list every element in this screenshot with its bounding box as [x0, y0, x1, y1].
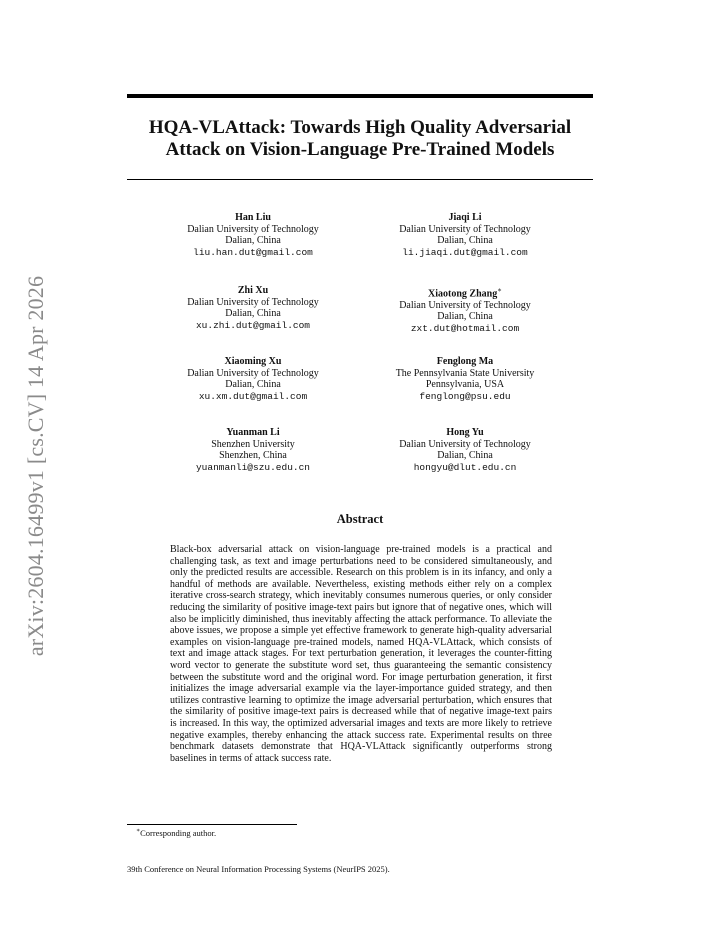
author-location: Dalian, China [225, 379, 281, 390]
footnote [136, 827, 216, 838]
author-name: Yuanman Li [226, 427, 280, 438]
author-email[interactable]: xu.xm.dut@gmail.com [198, 390, 308, 402]
footnote-text: Corresponding author. [140, 827, 217, 838]
author-name [340, 285, 590, 300]
title-line-2: Attack on Vision-Language Pre-Trained Models [165, 139, 555, 160]
author-email[interactable]: liu.han.dut@gmail.com [193, 246, 313, 258]
author-block [340, 356, 590, 402]
author-email[interactable]: xu.zhi.dut@gmail.com [195, 319, 311, 331]
arxiv-side-stamp: arXiv:2604.16499v1 [cs.CV] 14 Apr 2026 [23, 275, 48, 657]
paper-title [127, 117, 593, 161]
author-name: Jiaqi Li [448, 212, 482, 223]
author-email[interactable]: fenglong@psu.edu [419, 390, 511, 402]
author-location: Dalian, China [225, 308, 281, 319]
title-line-1: HQA-VLAttack: Towards High Quality Adversarial [148, 117, 572, 138]
author-block [340, 212, 590, 258]
author-email[interactable]: li.jiaqi.dut@gmail.com [402, 246, 528, 258]
footnote-mark: ∗ [136, 828, 141, 834]
corresponding-mark: ∗ [497, 286, 502, 294]
author-affiliation: Dalian University of Technology [187, 367, 319, 379]
author-location: Pennsylvania, USA [425, 379, 505, 390]
author-name: Zhi Xu [237, 285, 269, 296]
author-affiliation: The Pennsylvania State University [395, 367, 535, 379]
author-affiliation: Dalian University of Technology [187, 223, 319, 235]
author-location: Dalian, China [437, 450, 493, 461]
title-bottom-rule [127, 179, 593, 180]
author-location: Dalian, China [225, 235, 281, 246]
author-name: Fenglong Ma [436, 356, 494, 367]
author-location: Dalian, China [437, 311, 493, 323]
author-block [340, 427, 590, 473]
author-affiliation: Dalian University of Technology [399, 438, 531, 450]
author-affiliation: Shenzhen University [211, 438, 295, 450]
author-name: Xiaoming Xu [224, 356, 282, 367]
abstract-heading: Abstract [336, 512, 384, 526]
author-affiliation: Dalian University of Technology [187, 296, 319, 308]
author-name: Han Liu [235, 212, 271, 223]
footnote-rule [127, 824, 297, 825]
author-affiliation: Dalian University of Technology [399, 299, 531, 311]
author-location: Shenzhen, China [219, 450, 287, 461]
author-name: Hong Yu [446, 427, 484, 438]
author-block [340, 285, 590, 334]
abstract-body: Black-box adversarial attack on vision-language pre-trained models is a practical and challenging task, as text and image perturbations need to be considered simultaneously, and only the predicted results are accessible. Research on this problem is in its infancy, and only a handful of methods are available. Nevertheless, existing methods either rely on a complex iterative cross-search strategy, which inevitably consumes numerous queries, or only consider reducing the similarity of positive image-text pairs but ignore that of negative ones, which will also be implicitly diminished, thus inevitably affecting the attack performance. To alleviate the above issues, we propose a simple yet effective framework to generate high-quality adversarial examples on vision-language pre-trained models, named HQA-VLAttack, which consists of text and image attack stages. For text perturbation generation, it leverages the counter-fitting word vector to generate the substitute word set, thus guaranteeing the semantic consistency between the substitute word and the original word. For image perturbation generation, it first initializes the image adversarial example via the layer-importance guided strategy, and then utilizes contrastive learning to optimize the image adversarial perturbation, which ensures that the similarity of positive image-text pairs is decreased while that of negative image-text pairs is increased. In this way, the optimized adversarial images and texts are more likely to retrieve negative examples, thereby enhancing the attack success rate. Experimental results on three benchmark datasets demonstrate that HQA-VLAttack significantly outperforms strong baselines in terms of attack success rate. [170, 544, 552, 764]
author-affiliation: Dalian University of Technology [399, 223, 531, 235]
venue-note: 39th Conference on Neural Information Processing Systems (NeurIPS 2025). [127, 864, 390, 874]
author-email[interactable]: hongyu@dlut.edu.cn [413, 461, 517, 473]
title-top-rule [127, 94, 593, 98]
author-email[interactable]: yuanmanli@szu.edu.cn [195, 461, 311, 473]
author-name-text: Xiaotong Zhang [428, 288, 498, 300]
author-email[interactable]: zxt.dut@hotmail.com [410, 322, 520, 334]
author-location: Dalian, China [437, 235, 493, 246]
